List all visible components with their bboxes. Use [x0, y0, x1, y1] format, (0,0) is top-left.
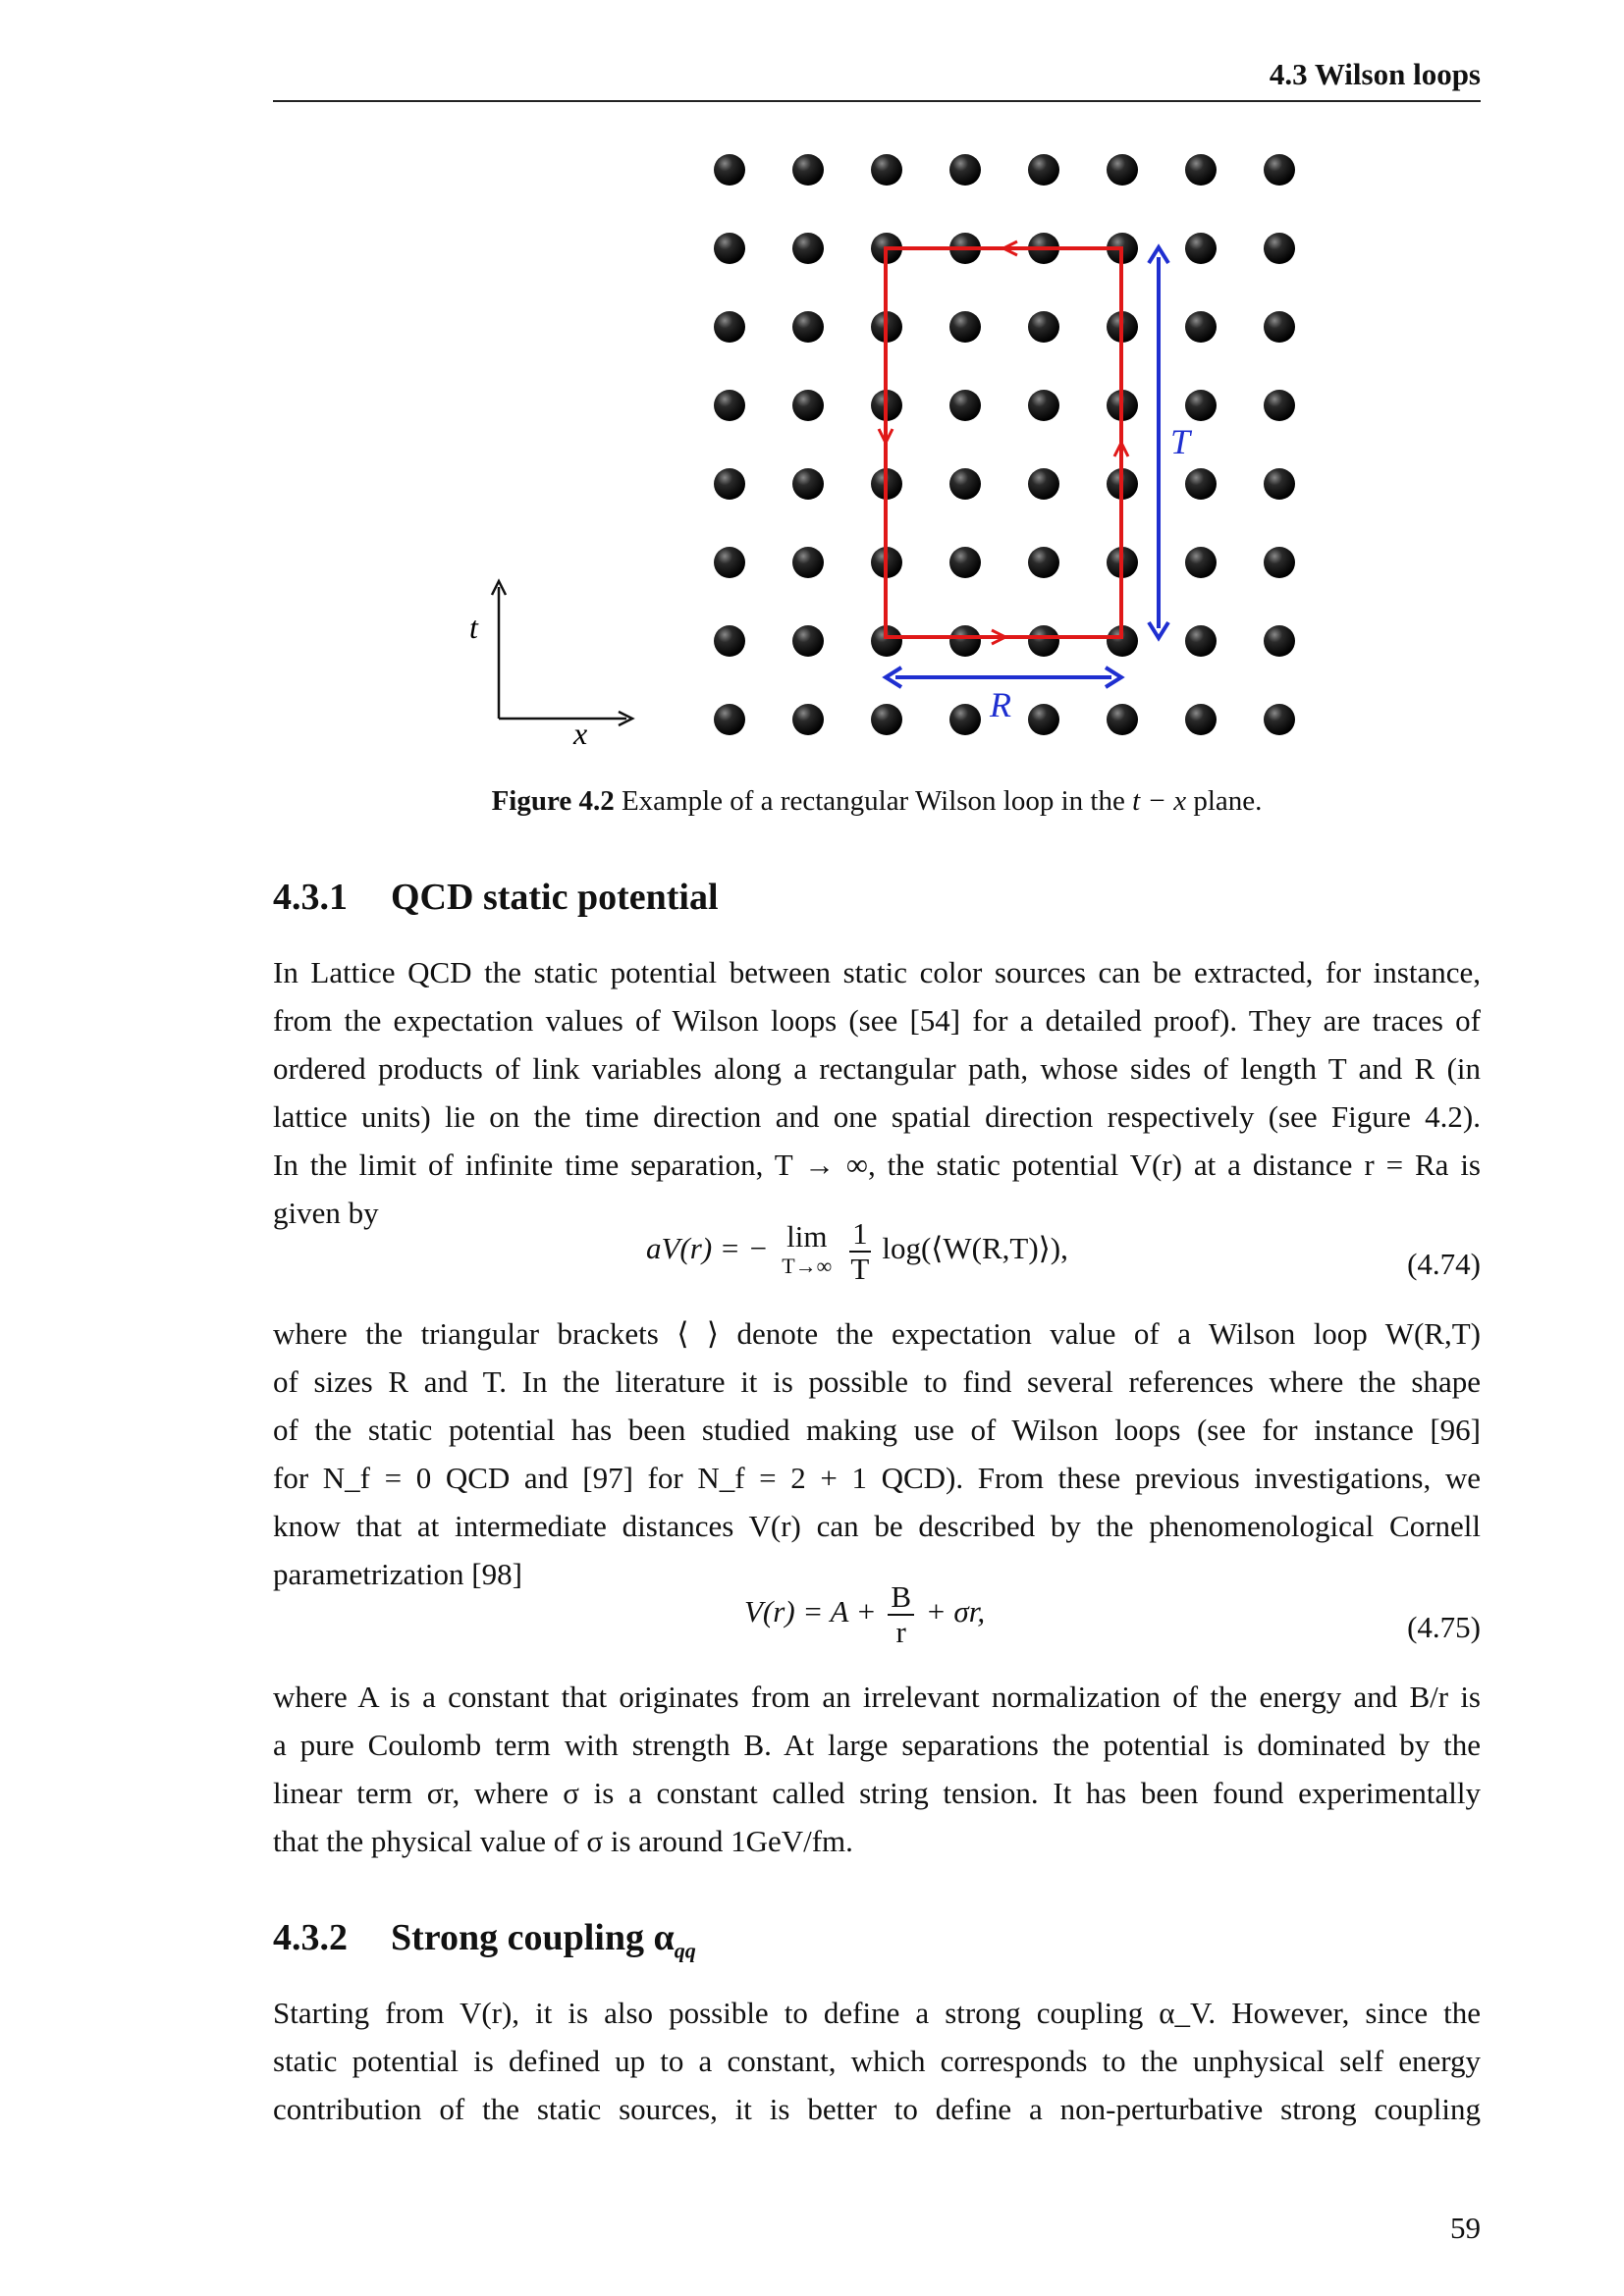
lattice-site — [1028, 390, 1059, 421]
page-number: 59 — [1450, 2211, 1481, 2245]
lattice-site — [949, 390, 981, 421]
lattice-site — [1185, 233, 1217, 264]
text-line: In Lattice QCD the static potential between static color sources can be extracted, for instance, — [273, 955, 1481, 989]
lattice-site — [714, 704, 745, 735]
lattice-site — [949, 704, 981, 735]
text-line: that the physical value of σ is around 1GeV/fm. — [273, 1824, 853, 1858]
lattice-site — [949, 468, 981, 500]
wilson-loop-path — [886, 248, 1121, 637]
lattice-site — [1264, 311, 1295, 343]
lattice-site — [1264, 233, 1295, 264]
lattice-site — [1107, 704, 1138, 735]
lattice-site — [1185, 704, 1217, 735]
caption-label: Figure 4.2 — [491, 785, 615, 817]
lattice-site — [1185, 154, 1217, 186]
lattice-site — [1264, 154, 1295, 186]
eq-lhs: V(r) = A + — [744, 1594, 877, 1629]
text-line: static potential is defined up to a constant, which corresponds to the unphysical self energy — [273, 2044, 1481, 2078]
lattice-site — [1264, 547, 1295, 578]
lattice-site — [714, 311, 745, 343]
text-line: Starting from V(r), it is also possible to define a strong coupling α_V. However, since the — [273, 1996, 1481, 2030]
lattice-site — [792, 704, 824, 735]
lattice-site — [1028, 311, 1059, 343]
text-line: where A is a constant that originates from an irrelevant normalization of the energy and B/r is — [273, 1680, 1481, 1714]
lattice-site — [792, 547, 824, 578]
lattice-site — [1185, 625, 1217, 657]
caption-text-a: Example of a rectangular Wilson loop in the — [621, 785, 1133, 817]
eq-fraction: $\frac{1}{T}$ — [850, 1216, 870, 1286]
text-line: contribution of the static sources, it is better to define a non-perturbative strong coupling — [273, 2092, 1481, 2126]
lattice-site — [871, 704, 902, 735]
lattice-site — [792, 154, 824, 186]
text-line: linear term σr, where σ is a constant called string tension. It has been found experimentally — [273, 1776, 1481, 1810]
lattice-site — [1028, 704, 1059, 735]
equation-4-74 — [273, 1217, 1481, 1306]
figure-caption — [273, 785, 1481, 818]
text-line: know that at intermediate distances V(r) can be described by the phenomenological Cornell — [273, 1509, 1481, 1543]
text-line: of the static potential has been studied making use of Wilson loops (see for instance [96] — [273, 1413, 1481, 1447]
paragraph-1 — [273, 948, 1481, 1237]
text-line: given by — [273, 1196, 379, 1230]
text-line: of sizes R and T. In the literature it is possible to find several references where the shape — [273, 1364, 1481, 1399]
T-label: T — [1170, 422, 1191, 461]
eq-rhs: log(⟨W(R,T)⟩), — [882, 1231, 1068, 1266]
eq-rhs: + σr, — [925, 1594, 986, 1629]
eq-fraction: $\frac{B}{r}$ — [888, 1580, 914, 1649]
lattice-site — [1264, 468, 1295, 500]
lattice-site — [1028, 154, 1059, 186]
lattice-site — [1028, 625, 1059, 657]
equation-body — [744, 1580, 985, 1649]
x-axis-label: x — [573, 716, 588, 751]
t-axis-label: t — [469, 610, 478, 645]
paragraph-3 — [273, 1673, 1481, 1865]
text-line: for N_f = 0 QCD and [97] for N_f = 2 + 1 QCD). From these previous investigations, we — [273, 1461, 1481, 1495]
lattice-site — [714, 625, 745, 657]
lattice-site — [714, 468, 745, 500]
lattice-sites — [714, 154, 1295, 735]
lattice-site — [1107, 154, 1138, 186]
text-line: where the triangular brackets ⟨ ⟩ denote the expectation value of a Wilson loop W(R,T) — [273, 1316, 1481, 1351]
lattice-site — [714, 390, 745, 421]
lattice-site — [871, 154, 902, 186]
section-number: 4.3.2 — [273, 1917, 348, 1958]
lattice-site — [714, 547, 745, 578]
lattice-site — [1028, 547, 1059, 578]
equation-4-75 — [273, 1580, 1481, 1669]
text-line: a pure Coulomb term with strength B. At large separations the potential is dominated by the — [273, 1728, 1481, 1762]
caption-text-b: plane. — [1186, 785, 1263, 817]
lattice-site — [1185, 390, 1217, 421]
section-number: 4.3.1 — [273, 877, 348, 918]
lattice-site — [714, 233, 745, 264]
lattice-site — [1185, 547, 1217, 578]
eq-limit: lim T→∞ — [782, 1219, 833, 1278]
lattice-site — [1264, 704, 1295, 735]
R-label: R — [990, 685, 1011, 724]
section-heading-4-3-1 — [273, 876, 719, 919]
text-line: parametrization [98] — [273, 1557, 522, 1591]
lattice-site — [792, 311, 824, 343]
lattice-site — [949, 311, 981, 343]
equation-number: (4.75) — [1407, 1610, 1481, 1644]
wilson-loop-figure — [0, 0, 1624, 775]
lattice-site — [949, 625, 981, 657]
text-line: from the expectation values of Wilson loops (see [54] for a detailed proof). They are traces of — [273, 1003, 1481, 1038]
lattice-site — [714, 154, 745, 186]
text-line: ordered products of link variables along a rectangular path, whose sides of length T and R (in — [273, 1051, 1481, 1086]
equation-number: (4.74) — [1407, 1247, 1481, 1281]
section-title: QCD static potential — [391, 877, 719, 918]
lattice-site — [792, 233, 824, 264]
eq-lhs: aV(r) = − — [646, 1231, 769, 1266]
lattice-site — [949, 154, 981, 186]
lattice-site — [1185, 468, 1217, 500]
text-line: lattice units) lie on the time direction and one spatial direction respectively (see Figure 4.2). — [273, 1099, 1481, 1134]
section-title-subscript: qq — [674, 1938, 696, 1963]
running-head: 4.3 Wilson loops — [1269, 57, 1481, 91]
lattice-site — [1264, 625, 1295, 657]
text-line: In the limit of infinite time separation, T → ∞, the static potential V(r) at a distance r = Ra is — [273, 1148, 1481, 1182]
lattice-site — [1185, 311, 1217, 343]
section-heading-4-3-2 — [273, 1916, 696, 1964]
caption-math: t − x — [1132, 785, 1187, 817]
equation-body — [646, 1217, 1068, 1286]
lattice-site — [792, 625, 824, 657]
lattice-site — [949, 547, 981, 578]
paragraph-2 — [273, 1309, 1481, 1598]
lattice-site — [792, 390, 824, 421]
paragraph-4 — [273, 1989, 1481, 2133]
lattice-site — [1264, 390, 1295, 421]
section-title: Strong coupling α — [391, 1917, 675, 1958]
lattice-site — [1028, 468, 1059, 500]
lattice-site — [792, 468, 824, 500]
